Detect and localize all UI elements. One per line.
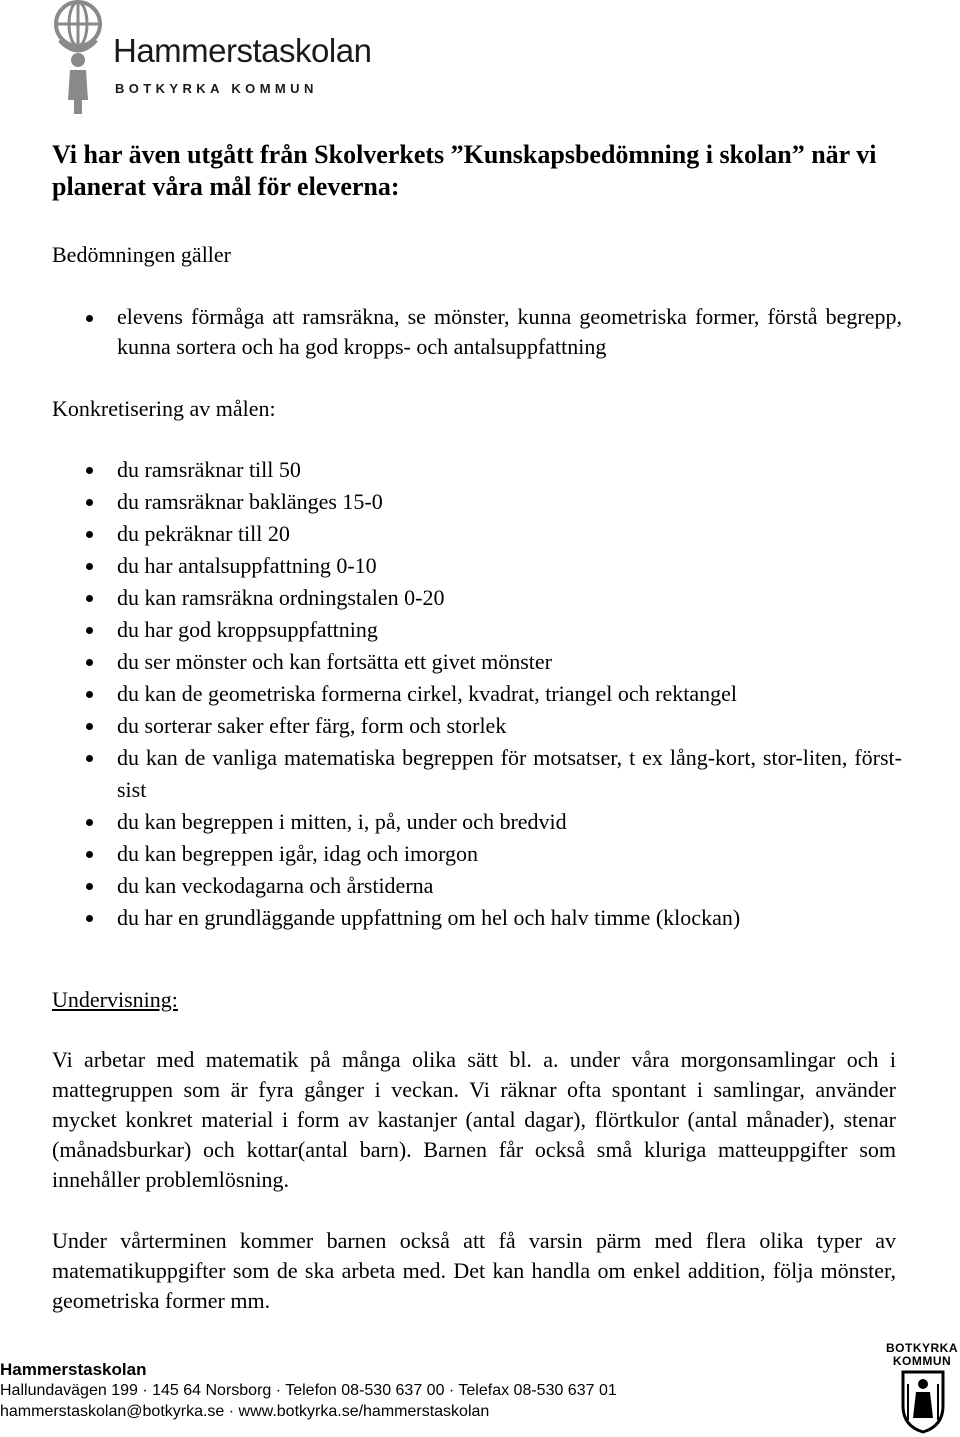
list-item: du har en grundläggande uppfattning om hel och halv timme (klockan) [52, 902, 902, 934]
list-item: du pekräknar till 20 [52, 518, 902, 550]
bullet-icon [86, 883, 93, 890]
bullet-icon [86, 659, 93, 666]
list-item: du kan veckodagarna och årstiderna [52, 870, 902, 902]
bullet-icon [86, 315, 93, 322]
list-item: du kan de vanliga matematiska begreppen för motsatser, t ex lång-kort, stor-liten, först-sist [52, 742, 902, 806]
globe-figure-icon [48, 0, 108, 120]
list-item: du ramsräknar baklänges 15-0 [52, 486, 902, 518]
school-name: Hammerstaskolan [113, 32, 372, 69]
list-item: du sorterar saker efter färg, form och storlek [52, 710, 902, 742]
list-item: du har antalsuppfattning 0-10 [52, 550, 902, 582]
bullet-icon [86, 723, 93, 730]
bullet-icon [86, 531, 93, 538]
goals-list [52, 454, 902, 934]
bullet-icon [86, 755, 93, 762]
bullet-icon [86, 467, 93, 474]
footer-contact: hammerstaskolan@botkyrka.se · www.botkyrka.se/hammerstaskolan [0, 1403, 490, 1420]
bullet-icon [86, 819, 93, 826]
teaching-paragraph: Under vårterminen kommer barnen också att få varsin pärm med flera olika typer av matematikuppgifter som de ska arbeta med. Det kan handla om enkel addition, följa mönster, geometriska former mm. [52, 1228, 896, 1313]
footer-logo-text: BOTKYRKA [886, 1341, 958, 1355]
bullet-icon [86, 595, 93, 602]
bullet-icon [86, 499, 93, 506]
bullet-icon [86, 563, 93, 570]
list-item: du ramsräknar till 50 [52, 454, 902, 486]
municipality-name: BOTKYRKA KOMMUN [115, 81, 318, 96]
assessment-heading: Bedömningen gäller [52, 242, 232, 267]
bullet-icon [86, 915, 93, 922]
list-item: du kan de geometriska formerna cirkel, kvadrat, triangel och rektangel [52, 678, 902, 710]
list-item: du kan ramsräkna ordningstalen 0-20 [52, 582, 902, 614]
list-item: elevens förmåga att ramsräkna, se mönster, kunna geometriska former, förstå begrepp, kunna sortera och ha god kropps- och antalsuppfattning [52, 302, 902, 362]
goals-heading: Konkretisering av målen: [52, 396, 276, 421]
list-item: du kan begreppen i mitten, i, på, under och bredvid [52, 806, 902, 838]
list-item: du ser mönster och kan fortsätta ett givet mönster [52, 646, 902, 678]
list-item: du har god kroppsuppfattning [52, 614, 902, 646]
list-item: du kan begreppen igår, idag och imorgon [52, 838, 902, 870]
bullet-icon [86, 691, 93, 698]
bullet-icon [86, 627, 93, 634]
footer-address: Hallundavägen 199 · 145 64 Norsborg · Telefon 08-530 637 00 · Telefax 08-530 637 01 [0, 1382, 617, 1399]
bullet-icon [86, 851, 93, 858]
footer-logo-text: KOMMUN [892, 1354, 952, 1368]
botkyrka-crest-icon [900, 1370, 946, 1434]
assessment-list [52, 302, 902, 362]
footer-school-name: Hammerstaskolan [0, 1360, 147, 1379]
teaching-heading: Undervisning: [52, 987, 178, 1012]
document-title: Vi har även utgått från Skolverkets ”Kunskapsbedömning i skolan” när vi planerat våra mål för eleverna: [52, 140, 877, 201]
teaching-paragraph: Vi arbetar med matematik på många olika sätt bl. a. under våra morgonsamlingar och i mattegruppen som är fyra gånger i veckan. Vi räknar ofta spontant i samlingar, använder mycket konkret material i form av kastanjer (antal dagar), flörtkulor (antal månader), stenar (månadsburkar) och kottar(antal barn). Barnen får också små kluriga matteuppgifter som innehåller problemlösning. [52, 1047, 896, 1192]
